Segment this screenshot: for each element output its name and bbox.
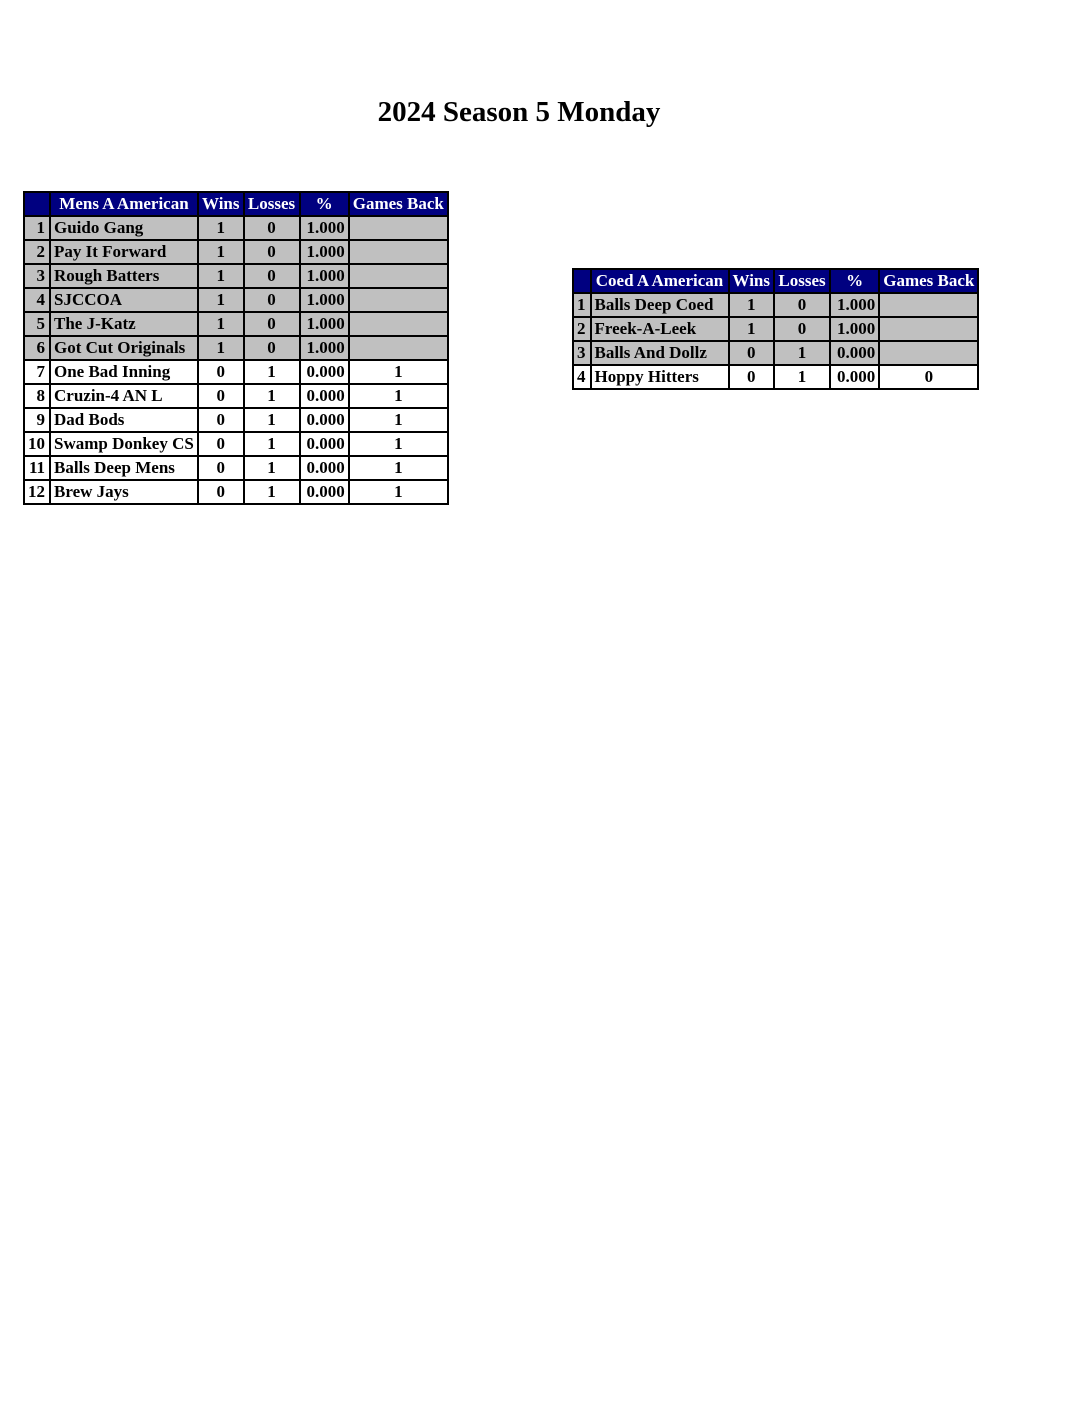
team-name-cell: Swamp Donkey CS: [50, 432, 198, 456]
wins-cell: 1: [198, 312, 244, 336]
percentage-cell: 0.000: [300, 432, 349, 456]
table-row: [573, 317, 978, 341]
rank-cell: 7: [24, 360, 50, 384]
games-back-cell: [879, 317, 978, 341]
table-row: [24, 360, 448, 384]
losses-cell: 0: [774, 293, 830, 317]
losses-cell: 1: [244, 480, 300, 504]
percentage-cell: 1.000: [830, 317, 879, 341]
percentage-cell: 0.000: [300, 360, 349, 384]
games-back-column-header: Games Back: [879, 269, 978, 293]
wins-cell: 0: [198, 384, 244, 408]
team-name-cell: Freek-A-Leek: [591, 317, 729, 341]
percentage-cell: 1.000: [300, 336, 349, 360]
losses-cell: 1: [774, 341, 830, 365]
team-name-cell: Pay It Forward: [50, 240, 198, 264]
losses-cell: 0: [244, 240, 300, 264]
percentage-column-header: %: [830, 269, 879, 293]
percentage-cell: 0.000: [300, 408, 349, 432]
rank-cell: 3: [573, 341, 591, 365]
table-row: [24, 288, 448, 312]
games-back-cell: 1: [349, 408, 448, 432]
percentage-column-header: %: [300, 192, 349, 216]
games-back-cell: [349, 288, 448, 312]
games-back-cell: 1: [349, 360, 448, 384]
division-column-header: Mens A American: [50, 192, 198, 216]
table-row: [24, 336, 448, 360]
team-name-cell: Rough Batters: [50, 264, 198, 288]
losses-cell: 1: [244, 408, 300, 432]
wins-cell: 1: [198, 288, 244, 312]
percentage-cell: 0.000: [830, 365, 879, 389]
losses-cell: 1: [244, 432, 300, 456]
wins-cell: 1: [198, 264, 244, 288]
games-back-cell: [879, 341, 978, 365]
wins-column-header: Wins: [198, 192, 244, 216]
wins-cell: 1: [729, 293, 775, 317]
wins-column-header: Wins: [729, 269, 775, 293]
division-column-header: Coed A American: [591, 269, 729, 293]
games-back-cell: [349, 216, 448, 240]
games-back-cell: 1: [349, 480, 448, 504]
games-back-cell: [879, 293, 978, 317]
losses-cell: 0: [244, 264, 300, 288]
team-name-cell: Balls And Dollz: [591, 341, 729, 365]
table-row: [24, 216, 448, 240]
team-name-cell: Cruzin-4 AN L: [50, 384, 198, 408]
wins-cell: 0: [729, 341, 775, 365]
team-name-cell: The J-Katz: [50, 312, 198, 336]
rank-cell: 10: [24, 432, 50, 456]
rank-cell: 1: [24, 216, 50, 240]
rank-column-header: [573, 269, 591, 293]
games-back-cell: 1: [349, 456, 448, 480]
table-header-row: [573, 269, 978, 293]
games-back-column-header: Games Back: [349, 192, 448, 216]
team-name-cell: Brew Jays: [50, 480, 198, 504]
percentage-cell: 1.000: [300, 312, 349, 336]
table-row: [24, 456, 448, 480]
team-name-cell: Balls Deep Coed: [591, 293, 729, 317]
losses-column-header: Losses: [774, 269, 830, 293]
games-back-cell: 1: [349, 384, 448, 408]
games-back-cell: 1: [349, 432, 448, 456]
rank-cell: 12: [24, 480, 50, 504]
percentage-cell: 0.000: [830, 341, 879, 365]
percentage-cell: 1.000: [300, 240, 349, 264]
rank-cell: 4: [24, 288, 50, 312]
rank-cell: 1: [573, 293, 591, 317]
losses-column-header: Losses: [244, 192, 300, 216]
team-name-cell: Got Cut Originals: [50, 336, 198, 360]
table-header-row: [24, 192, 448, 216]
table-row: [573, 341, 978, 365]
mens-a-american-standings-table: [23, 191, 449, 505]
wins-cell: 1: [198, 240, 244, 264]
wins-cell: 1: [729, 317, 775, 341]
wins-cell: 0: [198, 480, 244, 504]
games-back-cell: [349, 312, 448, 336]
rank-cell: 4: [573, 365, 591, 389]
table-row: [24, 480, 448, 504]
table-row: [24, 240, 448, 264]
losses-cell: 0: [244, 216, 300, 240]
losses-cell: 0: [774, 317, 830, 341]
wins-cell: 1: [198, 216, 244, 240]
rank-cell: 2: [573, 317, 591, 341]
rank-cell: 5: [24, 312, 50, 336]
losses-cell: 0: [244, 336, 300, 360]
rank-cell: 8: [24, 384, 50, 408]
rank-cell: 11: [24, 456, 50, 480]
wins-cell: 1: [198, 336, 244, 360]
rank-cell: 6: [24, 336, 50, 360]
page-title: 2024 Season 5 Monday: [377, 96, 661, 128]
wins-cell: 0: [729, 365, 775, 389]
table-row: [24, 432, 448, 456]
rank-cell: 2: [24, 240, 50, 264]
percentage-cell: 1.000: [300, 288, 349, 312]
team-name-cell: Guido Gang: [50, 216, 198, 240]
team-name-cell: SJCCOA: [50, 288, 198, 312]
rank-cell: 3: [24, 264, 50, 288]
wins-cell: 0: [198, 456, 244, 480]
percentage-cell: 1.000: [300, 264, 349, 288]
percentage-cell: 0.000: [300, 456, 349, 480]
table-row: [24, 408, 448, 432]
team-name-cell: One Bad Inning: [50, 360, 198, 384]
percentage-cell: 0.000: [300, 384, 349, 408]
games-back-cell: [349, 264, 448, 288]
team-name-cell: Hoppy Hitters: [591, 365, 729, 389]
games-back-cell: [349, 336, 448, 360]
losses-cell: 1: [244, 456, 300, 480]
rank-cell: 9: [24, 408, 50, 432]
losses-cell: 1: [244, 384, 300, 408]
games-back-cell: 0: [879, 365, 978, 389]
wins-cell: 0: [198, 360, 244, 384]
table-row: [24, 312, 448, 336]
wins-cell: 0: [198, 408, 244, 432]
team-name-cell: Balls Deep Mens: [50, 456, 198, 480]
table-row: [573, 293, 978, 317]
team-name-cell: Dad Bods: [50, 408, 198, 432]
coed-a-american-standings-table: [572, 268, 979, 390]
losses-cell: 1: [774, 365, 830, 389]
percentage-cell: 0.000: [300, 480, 349, 504]
losses-cell: 0: [244, 288, 300, 312]
wins-cell: 0: [198, 432, 244, 456]
table-row: [573, 365, 978, 389]
losses-cell: 1: [244, 360, 300, 384]
table-row: [24, 264, 448, 288]
rank-column-header: [24, 192, 50, 216]
losses-cell: 0: [244, 312, 300, 336]
table-row: [24, 384, 448, 408]
percentage-cell: 1.000: [830, 293, 879, 317]
percentage-cell: 1.000: [300, 216, 349, 240]
games-back-cell: [349, 240, 448, 264]
